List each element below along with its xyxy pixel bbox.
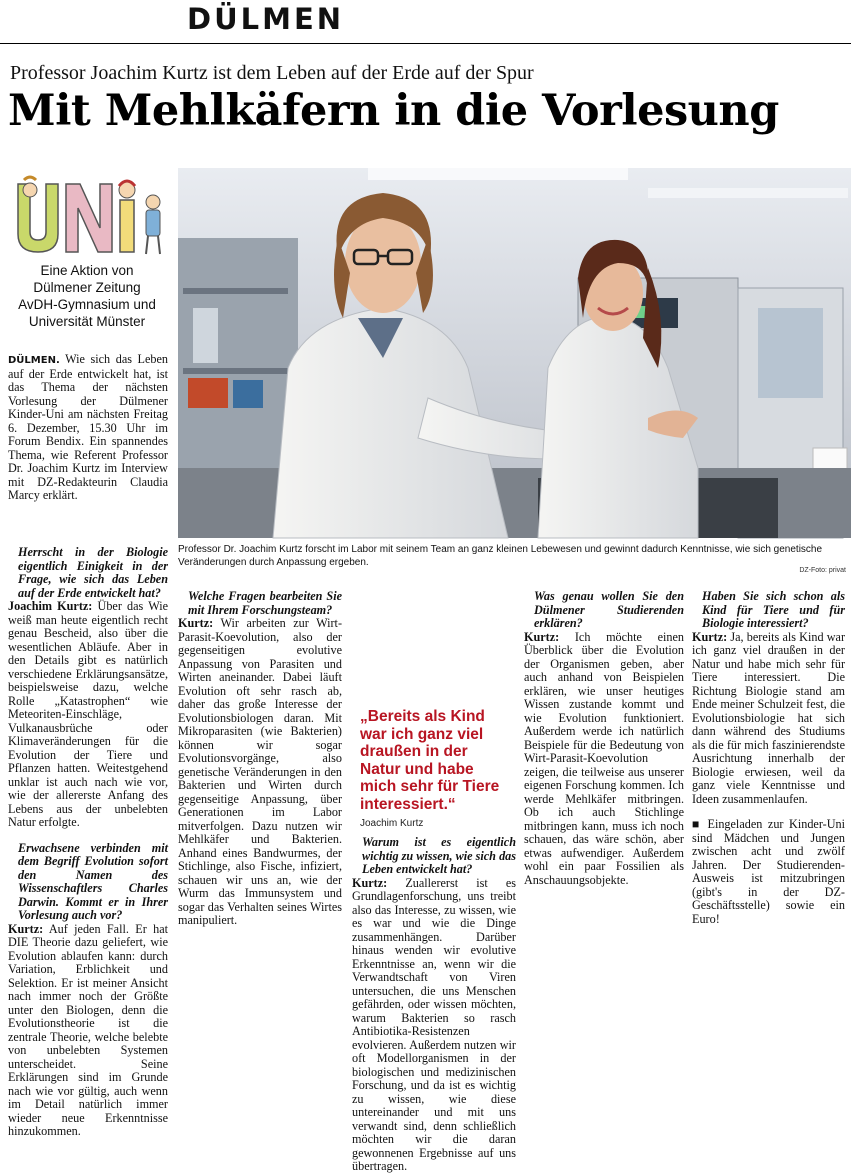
answer: Über das Wie weiß man heute eigentlich recht genau Bescheid, also über die wesentlichen Abläufe. Aber in den Details gibt es natürlich verschiedene Erklärungsansätze, beispielsweise dazu, welche Rolle „Katastrophen“ wie Meteoriten-Einschläge, Vulkanausbrüche oder Klimaveränderungen für die Evolution der Tiere und Pflanzen hatten. Weitestgehend unklar ist auch nach wie vor, wie der allererste Anfang des Lebens aus der unbelebten Natur erfolgte. — [8, 599, 169, 829]
answer: Ich möchte einen Überblick über die Evolution der Organismen geben, aber auch anhand von Beispielen erklären, wie unser heutiges Wissen zustande kommt und wie Evolution funktioniert. Außerdem werde ich natürlich Beispiele für die Bedeutung von Wirt-Parasit-Koevolution zeigen, die teilweise aus unserer eigenen Forschung kommen. Ich werde Mehlkäfer mitbringen. Ob ich auch Stichlinge mitbringen kann, muss ich noch schauen, das wäre schön, aber etwas aufwendiger. Außerdem wohl ein paar Fossilien als Anschauungsobjekte. — [524, 629, 684, 887]
question: Was genau wollen Sie den Dülmener Studierenden erklären? — [534, 589, 684, 630]
caption-line: Universität Münster — [28, 314, 146, 329]
speaker: Kurtz: — [692, 629, 728, 644]
article-column-3 — [352, 835, 517, 1173]
lab-photo-illustration — [178, 168, 851, 538]
pull-quote-text: „Bereits als Kind war ich ganz viel draußen in der Natur und habe mich sehr für Tiere interessiert.“ — [360, 708, 500, 813]
speaker: Kurtz: — [8, 921, 44, 936]
answer: Zuallererst ist es Grundlagenforschung, uns treibt also das Interesse, zu wissen, wie es war und wie die Dinge zusammenhängen. Darüber hinaus wenden wir evolutive Erkenntnisse an, wenn wir die Verwandtschaft von Viren untersuchen, die uns Menschen gefährden, oder wissen möchten, warum Bakterien so rasch Antibiotika-Resistenzen evolvieren. Außerdem nutzen wir oft Modellorganismen in der biologischen und medizinischen Forschung, und da ist es wichtig zu wissen, wie diese untereinander und mit uns verwandt sind, denn schließlich möchten wir die daran gewonnenen Ergebnisse auf uns übertragen. — [352, 875, 517, 1173]
info-box-text: Eingeladen zur Kinder-Uni sind Mädchen und Jungen zwischen acht und zwölf Jahren. Der Studierenden-Ausweis ist mitzubringen (gibt's in der DZ-Geschäftsstelle) sowie ein Euro! — [692, 817, 845, 926]
lab-photo — [178, 168, 851, 538]
article-column-4 — [524, 590, 684, 1037]
info-bullet: ■ — [692, 817, 702, 831]
question: Herrscht in der Biologie eigentlich Einigkeit in der Frage, wie sich das Leben auf der Erde entwickelt hat? — [18, 545, 168, 600]
caption-line: AvDH-Gymnasium und — [18, 297, 156, 312]
speaker: Kurtz: — [524, 629, 560, 644]
answer: Wir arbeiten zur Wirt-Parasit-Koevolution, also der gegenseitigen evolutive Anpassung von Parasiten und Wirten aneinander. Dabei läuft Evolution oft sehr rasch ab, daher das große Interesse der Evolutionsbiologen daran. Mit Mikroparasiten (wie Bakterien) können wir sogar Evolutionsvorgänge, also genetische Veränderungen in den Bakterien und Wirten durch gegenseitige Anpassung, über Generationen im Labor mitverfolgen. Dazu nutzen wir Mehlkäfer und Bakterien. Anhand eines Bandwurmes, der Stichlinge, also Fische, infiziert, schauen wir uns an, wie der Wurm das Immunsystem und sogar das Verhalten seines Wirtes manipuliert. — [178, 616, 342, 927]
article-headline: Mit Mehlkäfern in die Vorlesung — [8, 86, 779, 136]
question: Haben Sie sich schon als Kind für Tiere und für Biologie interessiert? — [702, 589, 845, 630]
caption-line: Dülmener Zeitung — [33, 280, 141, 295]
caption-line: Eine Aktion von — [40, 263, 134, 278]
lead-text: Wie sich das Leben auf der Erde entwickelt hat, ist das Thema der nächsten Vorlesung der Dülmener Kinder-Uni am nächsten Freitag 6. Dezember, 15.30 Uhr im Forum Bendix. Ein spannendes Thema, wie Referent Professor Dr. Joachim Kurtz im Interview mit DZ-Redakteurin Claudia Marcy erklärt. — [8, 352, 169, 502]
lead-column — [8, 353, 168, 523]
speaker: Kurtz: — [352, 875, 388, 890]
question: Welche Fragen bearbeiten Sie mit Ihrem Forschungsteam? — [188, 589, 342, 617]
section-header — [0, 0, 851, 44]
answer: Ja, bereits als Kind war ich ganz viel draußen in der Natur und habe mich sehr für Tiere interessiert. Die Richtung Biologie stand am Ende meiner Schulzeit fest, die Evolutionsbiologie hat sich dann während des Studiums als die für mich faszinierendste Ausrichtung innerhalb der Biologie erwiesen, weil da ganz viele Kenntnisse und Ideen zusammenlaufen. — [692, 629, 845, 806]
answer: Auf jeden Fall. Er hat DIE Theorie dazu geliefert, wie Evolution ablaufen kann: durch Variation, Erblichkeit und Selektion. Er ist meiner Ansicht nach immer noch der Größte unter den Biologen, denn die Evolutionstheorie ist die zentrale Theorie, welche belebte von unbelebten Systemen unterscheidet. Seine Erklärungen sind im Grunde nach wie vor gültig, auch wenn im Detail natürlich immer wieder neue Erkenntnisse hinzukommen. — [8, 921, 168, 1138]
article-column-5 — [692, 590, 845, 1037]
article-column-1 — [8, 545, 169, 1138]
section-name: DÜLMEN — [187, 2, 345, 36]
photo-caption: Professor Dr. Joachim Kurtz forscht im Labor mit seinem Team an ganz kleinen Lebewesen und gewinnt dadurch Kenntnisse, wie sich genetische Veränderungen durch Anpassung ergeben. — [178, 544, 823, 568]
kinder-uni-logo — [8, 172, 166, 262]
article-column-2 — [178, 590, 342, 1037]
kinder-uni-caption — [8, 262, 166, 330]
photo-credit: DZ-Foto: privat — [799, 567, 846, 574]
speaker: Joachim Kurtz: — [8, 599, 93, 613]
pull-quote — [360, 708, 510, 829]
dateline: DÜLMEN. — [8, 355, 60, 366]
speaker: Kurtz: — [178, 616, 214, 630]
question: Warum ist es eigentlich wichtig zu wissen, wie sich das Leben entwickelt hat? — [362, 835, 516, 876]
article-kicker: Professor Joachim Kurtz ist dem Leben auf der Erde auf der Spur — [10, 62, 534, 84]
pull-quote-author: Joachim Kurtz — [360, 818, 424, 829]
question: Erwachsene verbinden mit dem Begriff Evolution sofort den Namen des Wissenschaftlers Charles Darwin. Kommt er in Ihrer Vorlesung auch vor? — [18, 840, 168, 922]
